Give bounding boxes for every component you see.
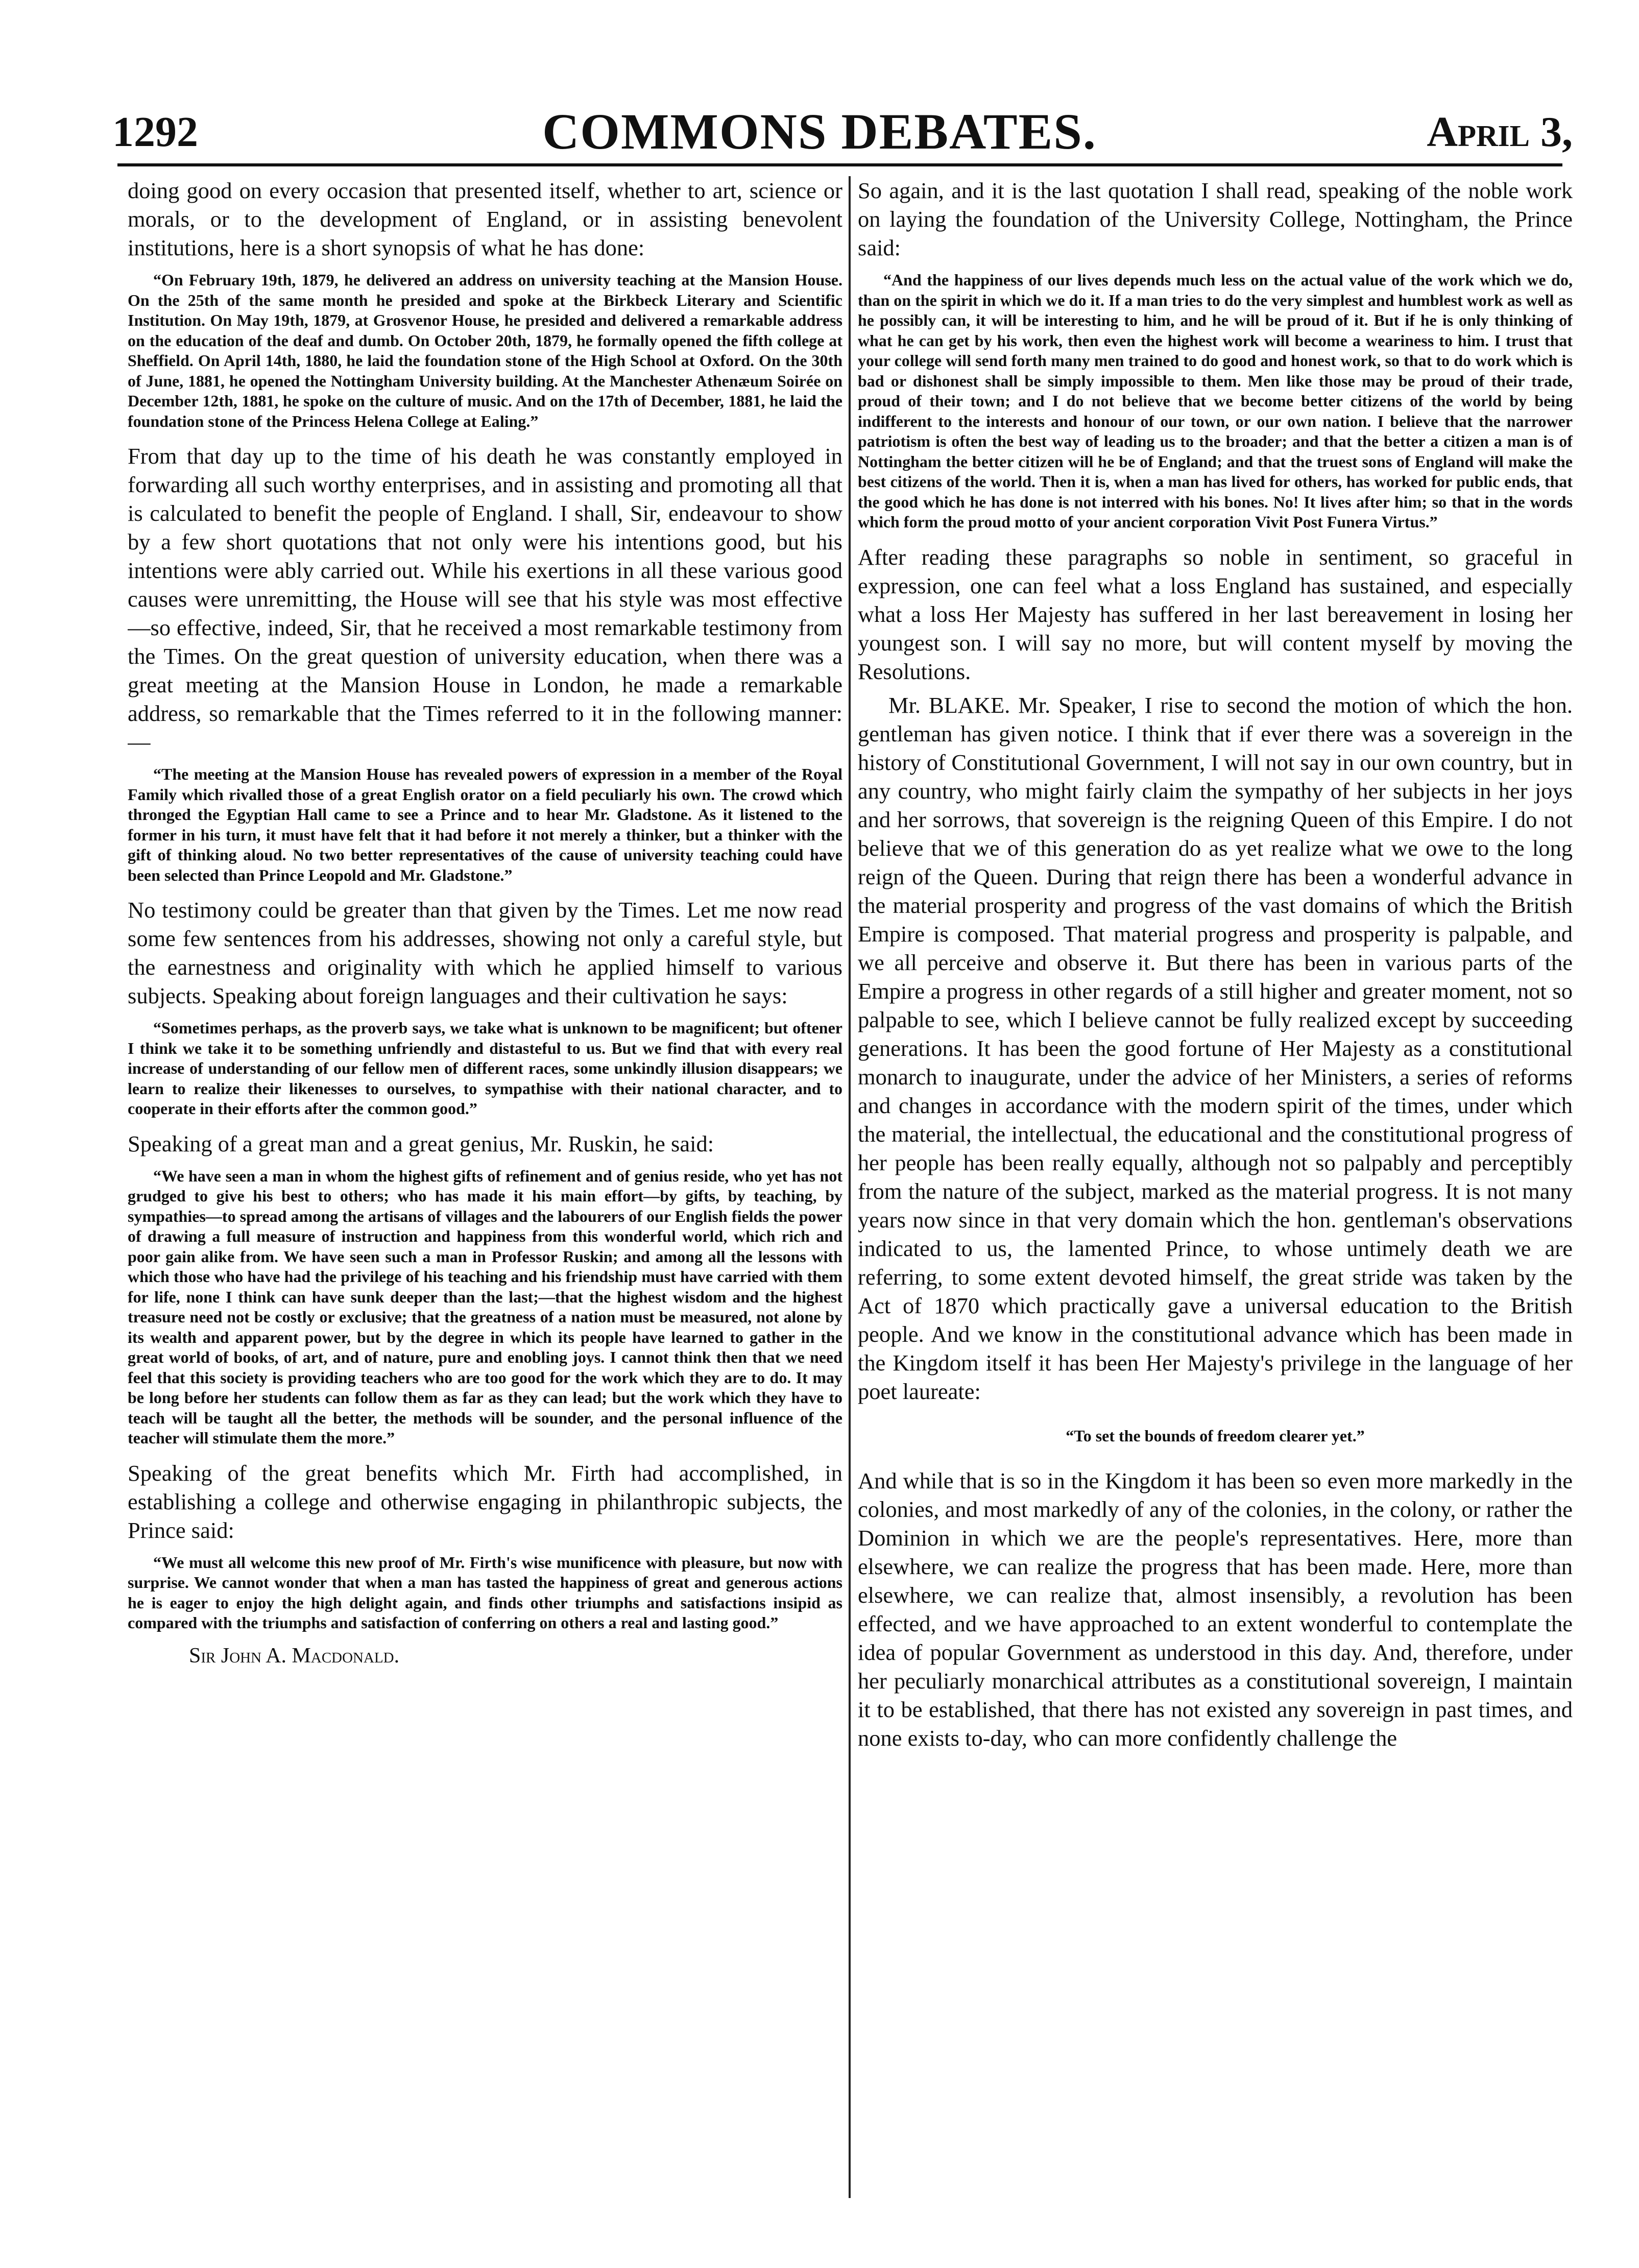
paragraph: And while that is so in the Kingdom it has been so even more markedly in the colonies, and most markedly of any of the colonies, in the colony, or rather the Dominion in which we are the people's representatives. Here, more than elsewhere, we can realize the progress that has been made. Here, more than elsewhere, we can realize that, almost insensibly, a revolution has been effected, and we have approached to an extent wonderful to contemplate the idea of popular Government as understood in this day. And, therefore, under her peculiarly monarchical attributes as a constitutional sovereign, I maintain it to be established, that there has not existed any sovereign in past times, and none exists to-day, who can more confidently challenge the: [858, 1468, 1573, 1751]
paragraph: Speaking of the great benefits which Mr. Firth had accomplished, in establishing a college and otherwise engaging in philanthropic subjects, the Prince said:: [128, 1460, 842, 1543]
right-column: [858, 176, 1573, 2213]
publication-title: COMMONS DEBATES.: [542, 103, 1097, 160]
paragraph: So again, and it is the last quotation I shall read, speaking of the noble work on laying the foundation of the University College, Nottingham, the Prince said:: [858, 178, 1573, 260]
block-quote: “On February 19th, 1879, he delivered an address on university teaching at the Mansion House. On the 25th of the same month he presided and spoke at the Birkbeck Literary and Scientific Institution. On May 19th, 1879, at Grosvenor House, he presided and delivered a remarkable address on the education of the deaf and dumb. On October 20th, 1879, he formally opened the fifth college at Sheffield. On April 14th, 1880, he laid the foundation stone of the High School at Oxford. On the 30th of June, 1881, he opened the Nottingham University building. At the Manchester Athenæum Soirée on December 12th, 1881, he spoke on the culture of music. And on the 17th of December, 1881, he laid the foundation stone of the Princess Helena College at Ealing.”: [128, 271, 842, 430]
paragraph: doing good on every occasion that presented itself, whether to art, science or morals, or to the development of England, or in assisting benevolent institutions, here is a short synopsis of what he has done:: [128, 178, 842, 260]
block-quote: “We must all welcome this new proof of Mr. Firth's wise munificence with pleasure, but now with surprise. We cannot wonder that when a man has tasted the happiness of great and generous actions he is eager to enjoy the high delight again, and finds other triumphs and satisfactions insipid as compared with the triumphs and satisfaction of conferring on others a real and lasting good.”: [128, 1553, 842, 1632]
speech-paragraph: Mr. BLAKE. Mr. Speaker, I rise to second the motion of which the hon. gentleman has given notice. I think that if ever there was a sovereign in the history of Constitutional Government, I will not say in our own country, but in any country, who might fairly claim the sympathy of her subjects in her joys and her sorrows, that sovereign is the reigning Queen of this Empire. I do not believe that we of this generation do as yet realize what we owe to the long reign of the Queen. During that reign there has been a wonderful advance in the material prosperity and progress of the vast domains of which the British Empire is composed. That material progress and prosperity is palpable, and we all perceive and observe it. But there has been in various parts of the Empire a progress in other regards of a still higher and greater moment, not so palpable to see, which I believe cannot be fully realized except by succeeding generations. It has been the good fortune of Her Majesty as a constitutional monarch to inaugurate, under the advice of her Ministers, a series of reforms and changes in accordance with the modern spirit of the times, under which the material, the intellectual, the educational and the constitutional progress of her people has been really equally, although not so palpably and perceptibly from the nature of the subject, marked as the material progress. It is not many years now since in that very domain which the hon. gentleman's observations indicated to us, the lamented Prince, to whose untimely death we are referring, to some extent devoted himself, the great stride was taken by the Act of 1870 which practically gave a universal education to the British people. And we know in the constitutional advance which has been made in the Kingdom itself it has been Her Majesty's privilege in the language of her poet laureate:: [858, 692, 1573, 1404]
paragraph: After reading these paragraphs so noble in sentiment, so graceful in expression, one can feel what a loss England has sustained, and especially what a loss Her Majesty has suffered in her last bereavement in losing her youngest son. I will say no more, but will content myself by moving the Resolutions.: [858, 544, 1573, 684]
left-column: [128, 176, 842, 2213]
paragraph: From that day up to the time of his death he was constantly employed in forwarding all such worthy enterprises, and in assisting and promoting all that is calculated to benefit the people of England. I shall, Sir, endeavour to show by a few short quotations that not only were his intentions good, but his intentions were ably carried out. While his exertions in all these various good causes were unremitting, the House will see that his style was most effective—so effective, indeed, Sir, that he received a most remarkable testimony from the Times. On the great question of university education, when there was a great meeting at the Mansion House in London, he made a remarkable address, so remarkable that the Times referred to it in the following manner:—: [128, 443, 842, 755]
speaker-signature: Sir John A. Macdonald.: [189, 1644, 400, 1668]
paragraph: No testimony could be greater than that given by the Times. Let me now read some few sentences from his addresses, showing not only a careful style, but the earnestness and originality with which he applied himself to various subjects. Speaking about foreign languages and their cultivation he says:: [128, 897, 842, 1008]
poem-quote: “To set the bounds of freedom clearer yet.”: [1066, 1426, 1365, 1445]
header-date: April 3,: [1427, 108, 1573, 156]
block-quote: “Sometimes perhaps, as the proverb says, we take what is unknown to be magnificent; but oftener I think we take it to be something unfriendly and distasteful to us. But we find that with every real increase of understanding of our fellow men of different races, some unkindly illusion disappears; we learn to realize their likenesses to ourselves, to sympathise with their national character, and to cooperate in their efforts after the common good.”: [128, 1019, 842, 1118]
column-divider: [849, 176, 851, 2198]
page-header: [0, 77, 1639, 163]
paragraph: Speaking of a great man and a great genius, Mr. Ruskin, he said:: [128, 1130, 714, 1156]
block-quote: “The meeting at the Mansion House has revealed powers of expression in a member of the Royal Family which rivalled those of a great English orator on a field peculiarly his own. The crowd which thronged the Egyptian Hall came to see a Prince and to hear Mr. Gladstone. As it listened to the former in his turn, it must have felt that it had before it not merely a thinker, but a thinker with the gift of thinking aloud. No two better representatives of the cause of university teaching could have been selected than Prince Leopold and Mr. Gladstone.”: [128, 765, 842, 884]
block-quote: “And the happiness of our lives depends much less on the actual value of the work which we do, than on the spirit in which we do it. If a man tries to do the very simplest and humblest work as well as he possibly can, it will be interesting to him, and he will be proud of it. But if he is only thinking of what he can get by his work, then even the highest work will become a weariness to him. I trust that your college will send forth many men trained to do good and honest work, so that to do work which is bad or dishonest shall be simply impossible to them. Men like those may be proud of their trade, proud of their town; and I do not believe that we become better citizens of the world by being indifferent to the interests and honour of our town, or our own nation. I believe that the narrower patriotism is often the best way of leading us to the broader; and that the better a citizen a man is of Nottingham the better citizen will he be of England; and that the truest sons of England will make the best citizens of the world. Then it is, when a man has lived for others, has worked for public ends, that the good which he has done is not interred with his bones. No! It lives after him; so that in the words which form the proud motto of your ancient corporation Vivit Post Funera Virtus.”: [858, 271, 1573, 531]
page-number: 1292: [112, 108, 198, 156]
block-quote: “We have seen a man in whom the highest gifts of refinement and of genius reside, who yet has not grudged to give his best to others; who has made it his main effort—by gifts, by teaching, by sympathies—to spread among the artisans of villages and the labourers of our English fields the power of drawing a full measure of instruction and happiness from this wonderful world, which rich and poor gain alike from. We have seen such a man in Professor Ruskin; and among all the lessons with which those who have had the privilege of his teaching and his friendship must have carried with them for life, none I think can have sunk deeper than the last;—that the highest wisdom and the highest treasure need not be costly or exclusive; that the greatness of a nation must be measured, not alone by its wealth and apparent power, but by the degree in which its people have learned to gather in the great world of books, of art, and of nature, pure and enobling joys. I cannot think then that we need feel that this society is providing teachers who are too good for the work which they are to do. It may be long before her students can follow them as far as they can lead; but the work which they have to teach will be taught all the better, the methods will be sounder, and the personal influence of the teacher will stimulate them the more.”: [128, 1166, 842, 1447]
header-rule: [117, 163, 1562, 166]
